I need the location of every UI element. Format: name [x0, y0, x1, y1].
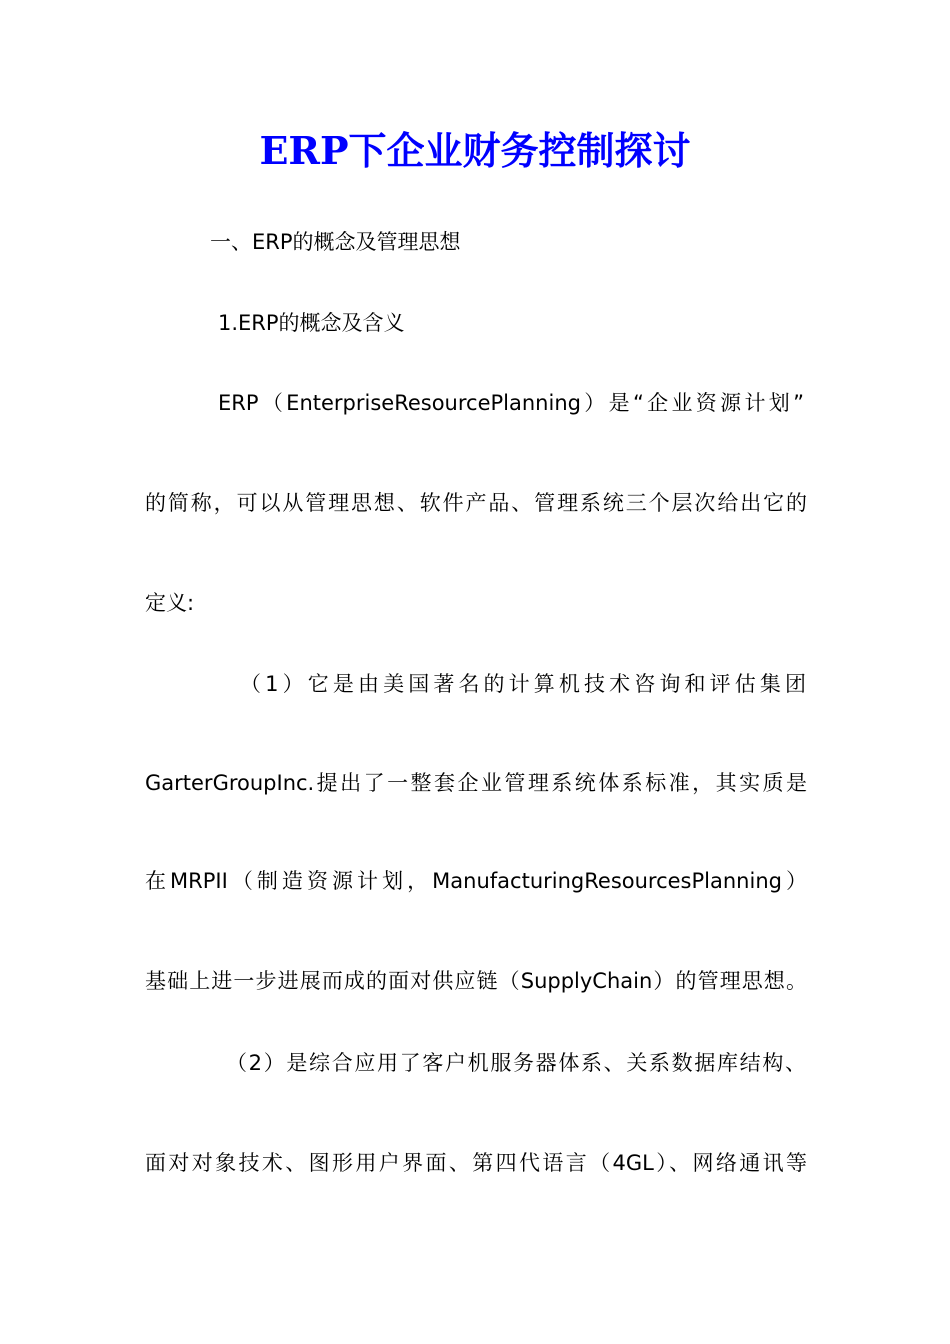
paragraph-line: 面对对象技术、图形用户界面、第四代语言（4GL）、网络通讯等 — [145, 1151, 807, 1175]
paragraph-line: GarterGroupInc.提出了一整套企业管理系统体系标准，其实质是 — [145, 771, 807, 795]
section-heading: 一、ERP的概念及管理思想 — [210, 230, 461, 254]
document-title: ERP下企业财务控制探讨 — [259, 128, 691, 173]
paragraph-line: 定义: — [145, 591, 195, 615]
subsection-heading: 1.ERP的概念及含义 — [218, 311, 405, 335]
paragraph-line: 在MRPII（制造资源计划，ManufacturingResourcesPlanning） — [145, 869, 807, 893]
paragraph-line: （1）它是由美国著名的计算机技术咨询和评估集团 — [240, 672, 806, 696]
paragraph-line: 基础上进一步进展而成的面对供应链（SupplyChain）的管理思想。 — [145, 969, 807, 993]
paragraph-line: （2）是综合应用了客户机服务器体系、关系数据库结构、 — [226, 1051, 806, 1075]
paragraph-line: ERP（EnterpriseResourcePlanning）是“企业资源计划” — [218, 391, 804, 415]
paragraph-line: 的简称，可以从管理思想、软件产品、管理系统三个层次给出它的 — [145, 491, 807, 515]
